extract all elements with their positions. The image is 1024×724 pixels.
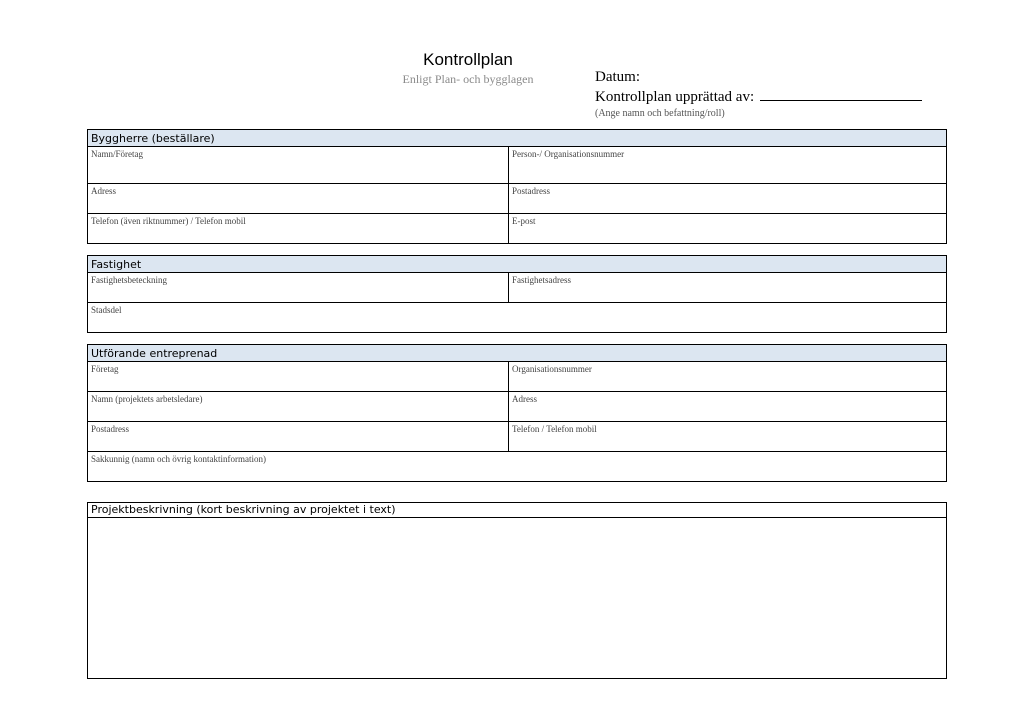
fastighet-address-field[interactable]: Fastighetsadress — [512, 275, 571, 285]
entreprenad-orgnr-field[interactable]: Organisationsnummer — [512, 364, 592, 374]
entreprenad-section — [87, 344, 947, 482]
fastighet-district-field[interactable]: Stadsdel — [91, 305, 122, 315]
page-title: Kontrollplan — [423, 50, 513, 69]
byggherre-postal-field[interactable]: Postadress — [512, 186, 550, 196]
byggherre-phone-field[interactable]: Telefon (även riktnummer) / Telefon mobil — [88, 214, 509, 243]
fastighet-section — [87, 255, 947, 333]
entreprenad-heading: Utförande entreprenad — [88, 345, 946, 362]
page-subtitle: Enligt Plan- och bygglagen — [402, 72, 534, 86]
byggherre-heading: Byggherre (beställare) — [88, 130, 946, 147]
prepared-by-hint: (Ange namn och befattning/roll) — [595, 108, 725, 119]
fastighet-heading: Fastighet — [88, 256, 946, 273]
prepared-by-field[interactable] — [595, 88, 922, 106]
projekt-description-field[interactable] — [88, 518, 946, 678]
prepared-by-label: Kontrollplan upprättad av: — [595, 89, 755, 105]
entreprenad-address-field[interactable]: Adress — [512, 394, 537, 404]
entreprenad-expert-field[interactable]: Sakkunnig (namn och övrig kontaktinformation) — [91, 454, 266, 464]
projekt-section — [87, 502, 947, 679]
projekt-heading: Projektbeskrivning (kort beskrivning av projektet i text) — [88, 503, 946, 518]
byggherre-section — [87, 129, 947, 244]
byggherre-name-field[interactable]: Namn/Företag — [88, 147, 509, 183]
prepared-by-line[interactable] — [760, 88, 922, 101]
entreprenad-postal-field[interactable]: Postadress — [88, 422, 509, 451]
datum-label: Datum: — [595, 69, 640, 85]
entreprenad-company-field[interactable]: Företag — [88, 362, 509, 391]
byggherre-email-field[interactable]: E-post — [512, 216, 536, 226]
entreprenad-manager-field[interactable]: Namn (projektets arbetsledare) — [88, 392, 509, 421]
byggherre-address-field[interactable]: Adress — [88, 184, 509, 213]
byggherre-orgnr-field[interactable]: Person-/ Organisationsnummer — [512, 149, 625, 159]
fastighet-designation-field[interactable]: Fastighetsbeteckning — [88, 273, 509, 302]
entreprenad-phone-field[interactable]: Telefon / Telefon mobil — [512, 424, 597, 434]
